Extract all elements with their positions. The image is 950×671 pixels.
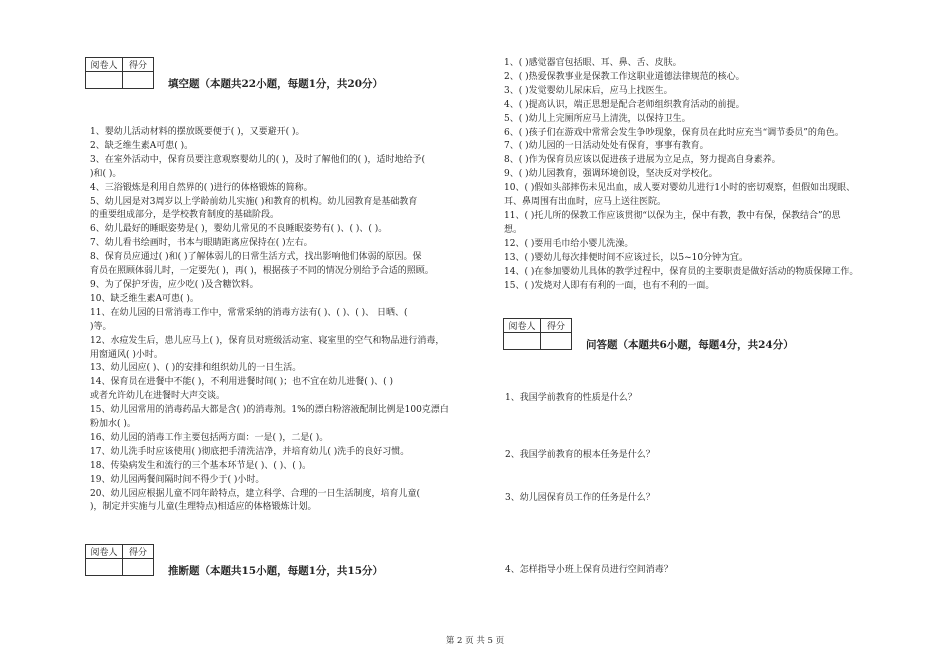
question-line: 12、水痘发生后，患儿应马上( )，保育员对班级活动室、寝室里的空气和物品进行消毒， bbox=[90, 335, 445, 346]
question-line: 7、幼儿看书绘画时，书本与眼睛距离应保持在( )左右。 bbox=[90, 238, 313, 249]
qa-question-2: 2、我国学前教育的根本任务是什么？ bbox=[505, 450, 655, 460]
question-line: 13、幼儿园应( )、( )的安排和组织幼儿的一日生活。 bbox=[90, 363, 302, 374]
reviewer-label: 阅卷人 bbox=[504, 319, 541, 333]
judgement-line: 耳、鼻周围有出血时，应马上送往医院。 bbox=[504, 197, 667, 208]
question-line: 3、在室外活动中，保育员要注意观察婴幼儿的( )，及时了解他们的( )，适时地给予( bbox=[90, 154, 426, 165]
question-line: 2、缺乏维生素A可患( )。 bbox=[90, 140, 194, 151]
judgement-line: 想。 bbox=[504, 224, 523, 235]
question-line: 育员在照顾体弱儿时，一定要先( )，再( )，根据孩子不同的情况分别给予合适的照顾。 bbox=[90, 266, 434, 277]
score-cell[interactable] bbox=[541, 333, 572, 350]
reviewer-cell[interactable] bbox=[86, 72, 123, 89]
question-line: 14、保育员在进餐中不能( )，不利用进餐时间( )；也不宜在幼儿进餐( )、( ) bbox=[90, 377, 393, 388]
question-line: 11、在幼儿园的日常消毒工作中，常常采纳的消毒方法有( )、( )、( )、 日晒、( bbox=[90, 307, 408, 318]
question-line: 20、幼儿园应根据儿童不同年龄特点，建立科学、合理的一日生活制度，培育儿童( bbox=[90, 488, 420, 499]
page-footer: 第 2 页 共 5 页 bbox=[445, 636, 505, 646]
question-line: 1、婴幼儿活动材料的摆放既要便于( )，又要避开( )。 bbox=[90, 127, 305, 137]
question-line: 17、幼儿洗手时应该使用( )彻底把手清洗洁净，并培育幼儿( )洗手的良好习惯。 bbox=[90, 446, 410, 457]
question-line: 用窗通风( )小时。 bbox=[90, 349, 163, 360]
question-line: 6、幼儿最好的睡眠姿势是( )，婴幼儿常见的不良睡眠姿势有( )、( )、( )。 bbox=[90, 224, 388, 235]
score-cell[interactable] bbox=[123, 559, 154, 576]
score-label: 得分 bbox=[541, 319, 572, 333]
judgement-line: 4、( )提高认识，端正思想是配合老师组织教育活动的前提。 bbox=[504, 99, 745, 110]
question-line: 或者允许幼儿在进餐时大声交谈。 bbox=[90, 391, 226, 402]
judgement-line: 14、( )在参加婴幼儿具体的教学过程中，保育员的主要职责是做好活动的物质保障工作。 bbox=[504, 266, 859, 277]
judgement-line: 12、( )要用毛巾给小婴儿洗澡。 bbox=[504, 238, 634, 249]
reviewer-cell[interactable] bbox=[86, 559, 123, 576]
section-title-fill-in: 填空题（本题共22小题，每题1分，共20分） bbox=[168, 78, 384, 90]
score-label: 得分 bbox=[123, 545, 154, 559]
question-line: 16、幼儿园的消毒工作主要包括两方面：一是( )，二是( )。 bbox=[90, 432, 329, 443]
judgement-line: 13、( )婴幼儿每次排便时间不应该过长，以5~10分钟为宜。 bbox=[504, 252, 749, 263]
judgement-line: 6、( )孩子们在游戏中常常会发生争吵现象，保育员在此时应充当“调节委员”的角色。 bbox=[504, 127, 844, 138]
question-line: 粉加水( )。 bbox=[90, 419, 136, 430]
section-title-judgement: 推断题（本题共15小题，每题1分，共15分） bbox=[168, 565, 384, 577]
question-line: 的重要组成部分，是学校教育制度的基础阶段。 bbox=[90, 210, 280, 221]
judgement-line: 8、( )作为保育员应该以促进孩子进展为立足点，努力提高自身素养。 bbox=[504, 155, 781, 166]
qa-question-4: 4、怎样指导小班上保育员进行空间消毒？ bbox=[505, 565, 673, 575]
question-line: 15、幼儿园常用的消毒药品大都是含( )的消毒剂。1%的漂白粉溶液配制比例是100克漂白 bbox=[90, 405, 449, 416]
qa-question-3: 3、幼儿园保育员工作的任务是什么？ bbox=[505, 493, 655, 503]
reviewer-label: 阅卷人 bbox=[86, 58, 123, 72]
fill-in-questions bbox=[90, 126, 500, 515]
question-line: 4、三浴锻炼是利用自然界的( )进行的体格锻炼的简称。 bbox=[90, 182, 313, 193]
section-title-qa: 问答题（本题共6小题，每题4分，共24分） bbox=[586, 339, 794, 351]
question-line: 10、缺乏维生素A可患( )。 bbox=[90, 293, 199, 304]
judgement-line: 11、( )托儿所的保教工作应该贯彻“以保为主，保中有教，教中有保，保教结合”的思 bbox=[504, 210, 841, 221]
judgement-line: 3、( )发觉婴幼儿尿床后，应马上找医生。 bbox=[504, 85, 673, 96]
reviewer-cell[interactable] bbox=[504, 333, 541, 350]
question-line: 9、为了保护牙齿，应少吃( )及含糖饮料。 bbox=[90, 279, 259, 290]
score-box-2 bbox=[85, 544, 154, 576]
judgement-line: 1、( )感觉器官包括眼、耳、鼻、舌、皮肤。 bbox=[504, 58, 682, 68]
score-box-1 bbox=[85, 57, 154, 89]
judgement-line: 10、( )假如头部摔伤未见出血，成人要对婴幼儿进行1小时的密切观察，但假如出现眼、 bbox=[504, 183, 856, 194]
question-line: 18、传染病发生和流行的三个基本环节是( )、( )、( )。 bbox=[90, 460, 312, 471]
judgement-line: 2、( )热爱保教事业是保教工作这职业道德法律规范的核心。 bbox=[504, 71, 745, 82]
score-label: 得分 bbox=[123, 58, 154, 72]
judgement-questions bbox=[504, 57, 924, 293]
reviewer-label: 阅卷人 bbox=[86, 545, 123, 559]
question-line: 19、幼儿园两餐间隔时间不得少于( )小时。 bbox=[90, 474, 265, 485]
judgement-line: 15、( )发烧对人即有有利的一面，也有不利的一面。 bbox=[504, 280, 715, 291]
question-line: )，制定并实施与儿童(生理特点)相适应的体格锻炼计划。 bbox=[90, 502, 317, 513]
judgement-line: 5、( )幼儿上完厕所应马上清洗，以保持卫生。 bbox=[504, 113, 691, 124]
question-line: 8、保育员应通过( )和( )了解体弱儿的日常生活方式，找出影响他们体弱的原因。保 bbox=[90, 252, 422, 263]
question-line: 5、幼儿园是对3周岁以上学龄前幼儿实施( )和教育的机构。幼儿园教育是基础教育 bbox=[90, 196, 418, 207]
question-line: )等。 bbox=[90, 321, 112, 332]
qa-question-1: 1、我国学前教育的性质是什么？ bbox=[505, 393, 637, 403]
judgement-line: 9、( )幼儿园教育，强调环境创设，坚决反对学校化。 bbox=[504, 169, 718, 180]
score-cell[interactable] bbox=[123, 72, 154, 89]
judgement-line: 7、( )幼儿园的一日活动处处有保育，事事有教育。 bbox=[504, 141, 709, 152]
score-box-3 bbox=[503, 318, 572, 350]
question-line: )和( )。 bbox=[90, 168, 122, 179]
